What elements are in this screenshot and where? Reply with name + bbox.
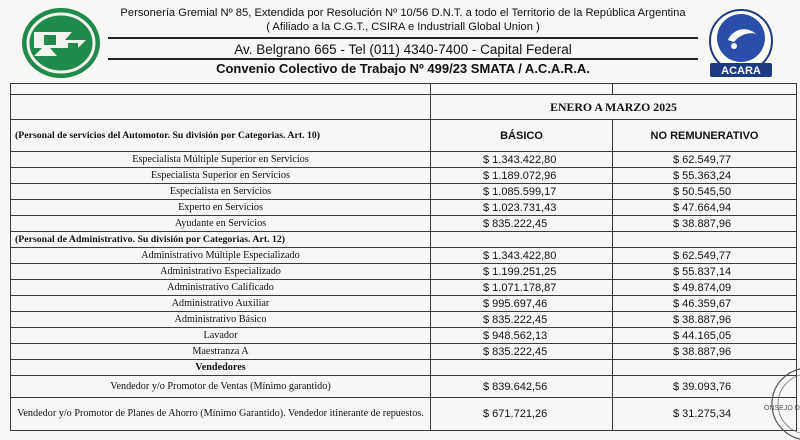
- basico-cell: $ 835.222,45: [431, 312, 613, 328]
- no-remunerativo-cell: $ 62.549,77: [613, 152, 797, 168]
- category-cell: Especialista en Servicios: [11, 184, 431, 200]
- section-heading-administrativo: (Personal de Administrativo. Su división por Categorias. Art. 12): [11, 232, 431, 248]
- table-row: [11, 376, 797, 398]
- no-remunerativo-cell: $ 55.363,24: [613, 168, 797, 184]
- basico-cell: $ 948.562,13: [431, 328, 613, 344]
- no-remunerativo-cell: $ 55.837,14: [613, 264, 797, 280]
- category-cell: Especialista Superior en Servicios: [11, 168, 431, 184]
- category-cell: Vendedor y/o Promotor de Planes de Ahorro (Mínimo Garantido). Vendedor itinerante de repuestos.: [11, 398, 431, 431]
- category-cell: Experto en Servicios: [11, 200, 431, 216]
- table-row: [11, 216, 797, 232]
- column-header-basico: BÁSICO: [431, 120, 613, 152]
- table-row: [11, 84, 797, 95]
- table-row: [11, 200, 797, 216]
- no-remunerativo-cell: $ 46.359,67: [613, 296, 797, 312]
- column-header-no-remunerativo: NO REMUNERATIVO: [613, 120, 797, 152]
- header-personeria: Personería Gremial Nº 85, Extendida por Resolución Nº 10/56 D.N.T. a todo el Territorio de la República Argentina: [120, 8, 686, 19]
- table-cell: [613, 232, 797, 248]
- seal-stamp-fragment: [762, 368, 800, 440]
- acara-logo-text: ACARA: [721, 65, 761, 77]
- category-cell: Administrativo Especializado: [11, 264, 431, 280]
- no-remunerativo-cell: $ 38.887,96: [613, 216, 797, 232]
- no-remunerativo-cell: $ 49.874,09: [613, 280, 797, 296]
- no-remunerativo-cell: $ 38.887,96: [613, 312, 797, 328]
- category-cell: Especialista Múltiple Superior en Servicios: [11, 152, 431, 168]
- acara-logo: [700, 8, 782, 80]
- section-heading-vendedores: Vendedores: [11, 360, 431, 376]
- category-cell: Administrativo Auxiliar: [11, 296, 431, 312]
- smata-logo: [20, 6, 102, 80]
- no-remunerativo-cell: $ 62.549,77: [613, 248, 797, 264]
- table-cell: [431, 232, 613, 248]
- table-row: [11, 232, 797, 248]
- stamp-text: ONSEJO D: [764, 405, 800, 412]
- basico-cell: $ 671.721,26: [431, 398, 613, 431]
- table-row: [11, 248, 797, 264]
- header-convenio: Convenio Colectivo de Trabajo Nº 499/23 SMATA / A.C.A.R.A.: [216, 62, 590, 75]
- table-row: [11, 95, 797, 120]
- basico-cell: $ 835.222,45: [431, 344, 613, 360]
- no-remunerativo-cell: $ 38.887,96: [613, 344, 797, 360]
- basico-cell: $ 1.199.251,25: [431, 264, 613, 280]
- table-row: [11, 264, 797, 280]
- table-cell: [431, 84, 613, 95]
- no-remunerativo-cell: $ 31.275,34: [613, 398, 797, 431]
- category-cell: Lavador: [11, 328, 431, 344]
- no-remunerativo-cell: $ 44.165,05: [613, 328, 797, 344]
- no-remunerativo-cell: $ 39.093,76: [613, 376, 797, 398]
- table-row: [11, 398, 797, 431]
- basico-cell: $ 1.071.178,87: [431, 280, 613, 296]
- section-heading-servicios: (Personal de servicios del Automotor. Su división por Categorias. Art. 10): [11, 120, 431, 152]
- basico-cell: $ 839.642,56: [431, 376, 613, 398]
- table-cell: [11, 95, 431, 120]
- table-row: [11, 296, 797, 312]
- basico-cell: $ 1.189.072,96: [431, 168, 613, 184]
- basico-cell: $ 1.023.731,43: [431, 200, 613, 216]
- no-remunerativo-cell: $ 47.664,94: [613, 200, 797, 216]
- salary-table: [10, 83, 797, 431]
- category-cell: Vendedor y/o Promotor de Ventas (Mínimo garantido): [11, 376, 431, 398]
- header-address: Av. Belgrano 665 - Tel (011) 4340-7400 - Capital Federal: [234, 43, 572, 57]
- category-cell: Administrativo Básico: [11, 312, 431, 328]
- table-row: [11, 344, 797, 360]
- table-row: [11, 152, 797, 168]
- document-header: [0, 0, 800, 80]
- table-row: [11, 312, 797, 328]
- basico-cell: $ 995.697,46: [431, 296, 613, 312]
- basico-cell: $ 835.222,45: [431, 216, 613, 232]
- table-row: [11, 120, 797, 152]
- header-divider: [108, 37, 698, 39]
- header-divider: [108, 58, 698, 60]
- basico-cell: $ 1.343.422,80: [431, 248, 613, 264]
- header-afiliado: ( Afiliado a la C.G.T., CSIRA e Industriall Global Union ): [266, 22, 540, 33]
- table-cell: [11, 84, 431, 95]
- table-row: [11, 184, 797, 200]
- no-remunerativo-cell: $ 50.545,50: [613, 184, 797, 200]
- basico-cell: $ 1.085.599,17: [431, 184, 613, 200]
- table-cell: [431, 360, 613, 376]
- period-heading: ENERO A MARZO 2025: [431, 95, 797, 120]
- category-cell: Administrativo Múltiple Especializado: [11, 248, 431, 264]
- category-cell: Ayudante en Servicios: [11, 216, 431, 232]
- table-row: [11, 360, 797, 376]
- table-cell: [613, 84, 797, 95]
- table-row: [11, 328, 797, 344]
- category-cell: Administrativo Calificado: [11, 280, 431, 296]
- table-row: [11, 168, 797, 184]
- category-cell: Maestranza A: [11, 344, 431, 360]
- table-row: [11, 280, 797, 296]
- basico-cell: $ 1.343.422,80: [431, 152, 613, 168]
